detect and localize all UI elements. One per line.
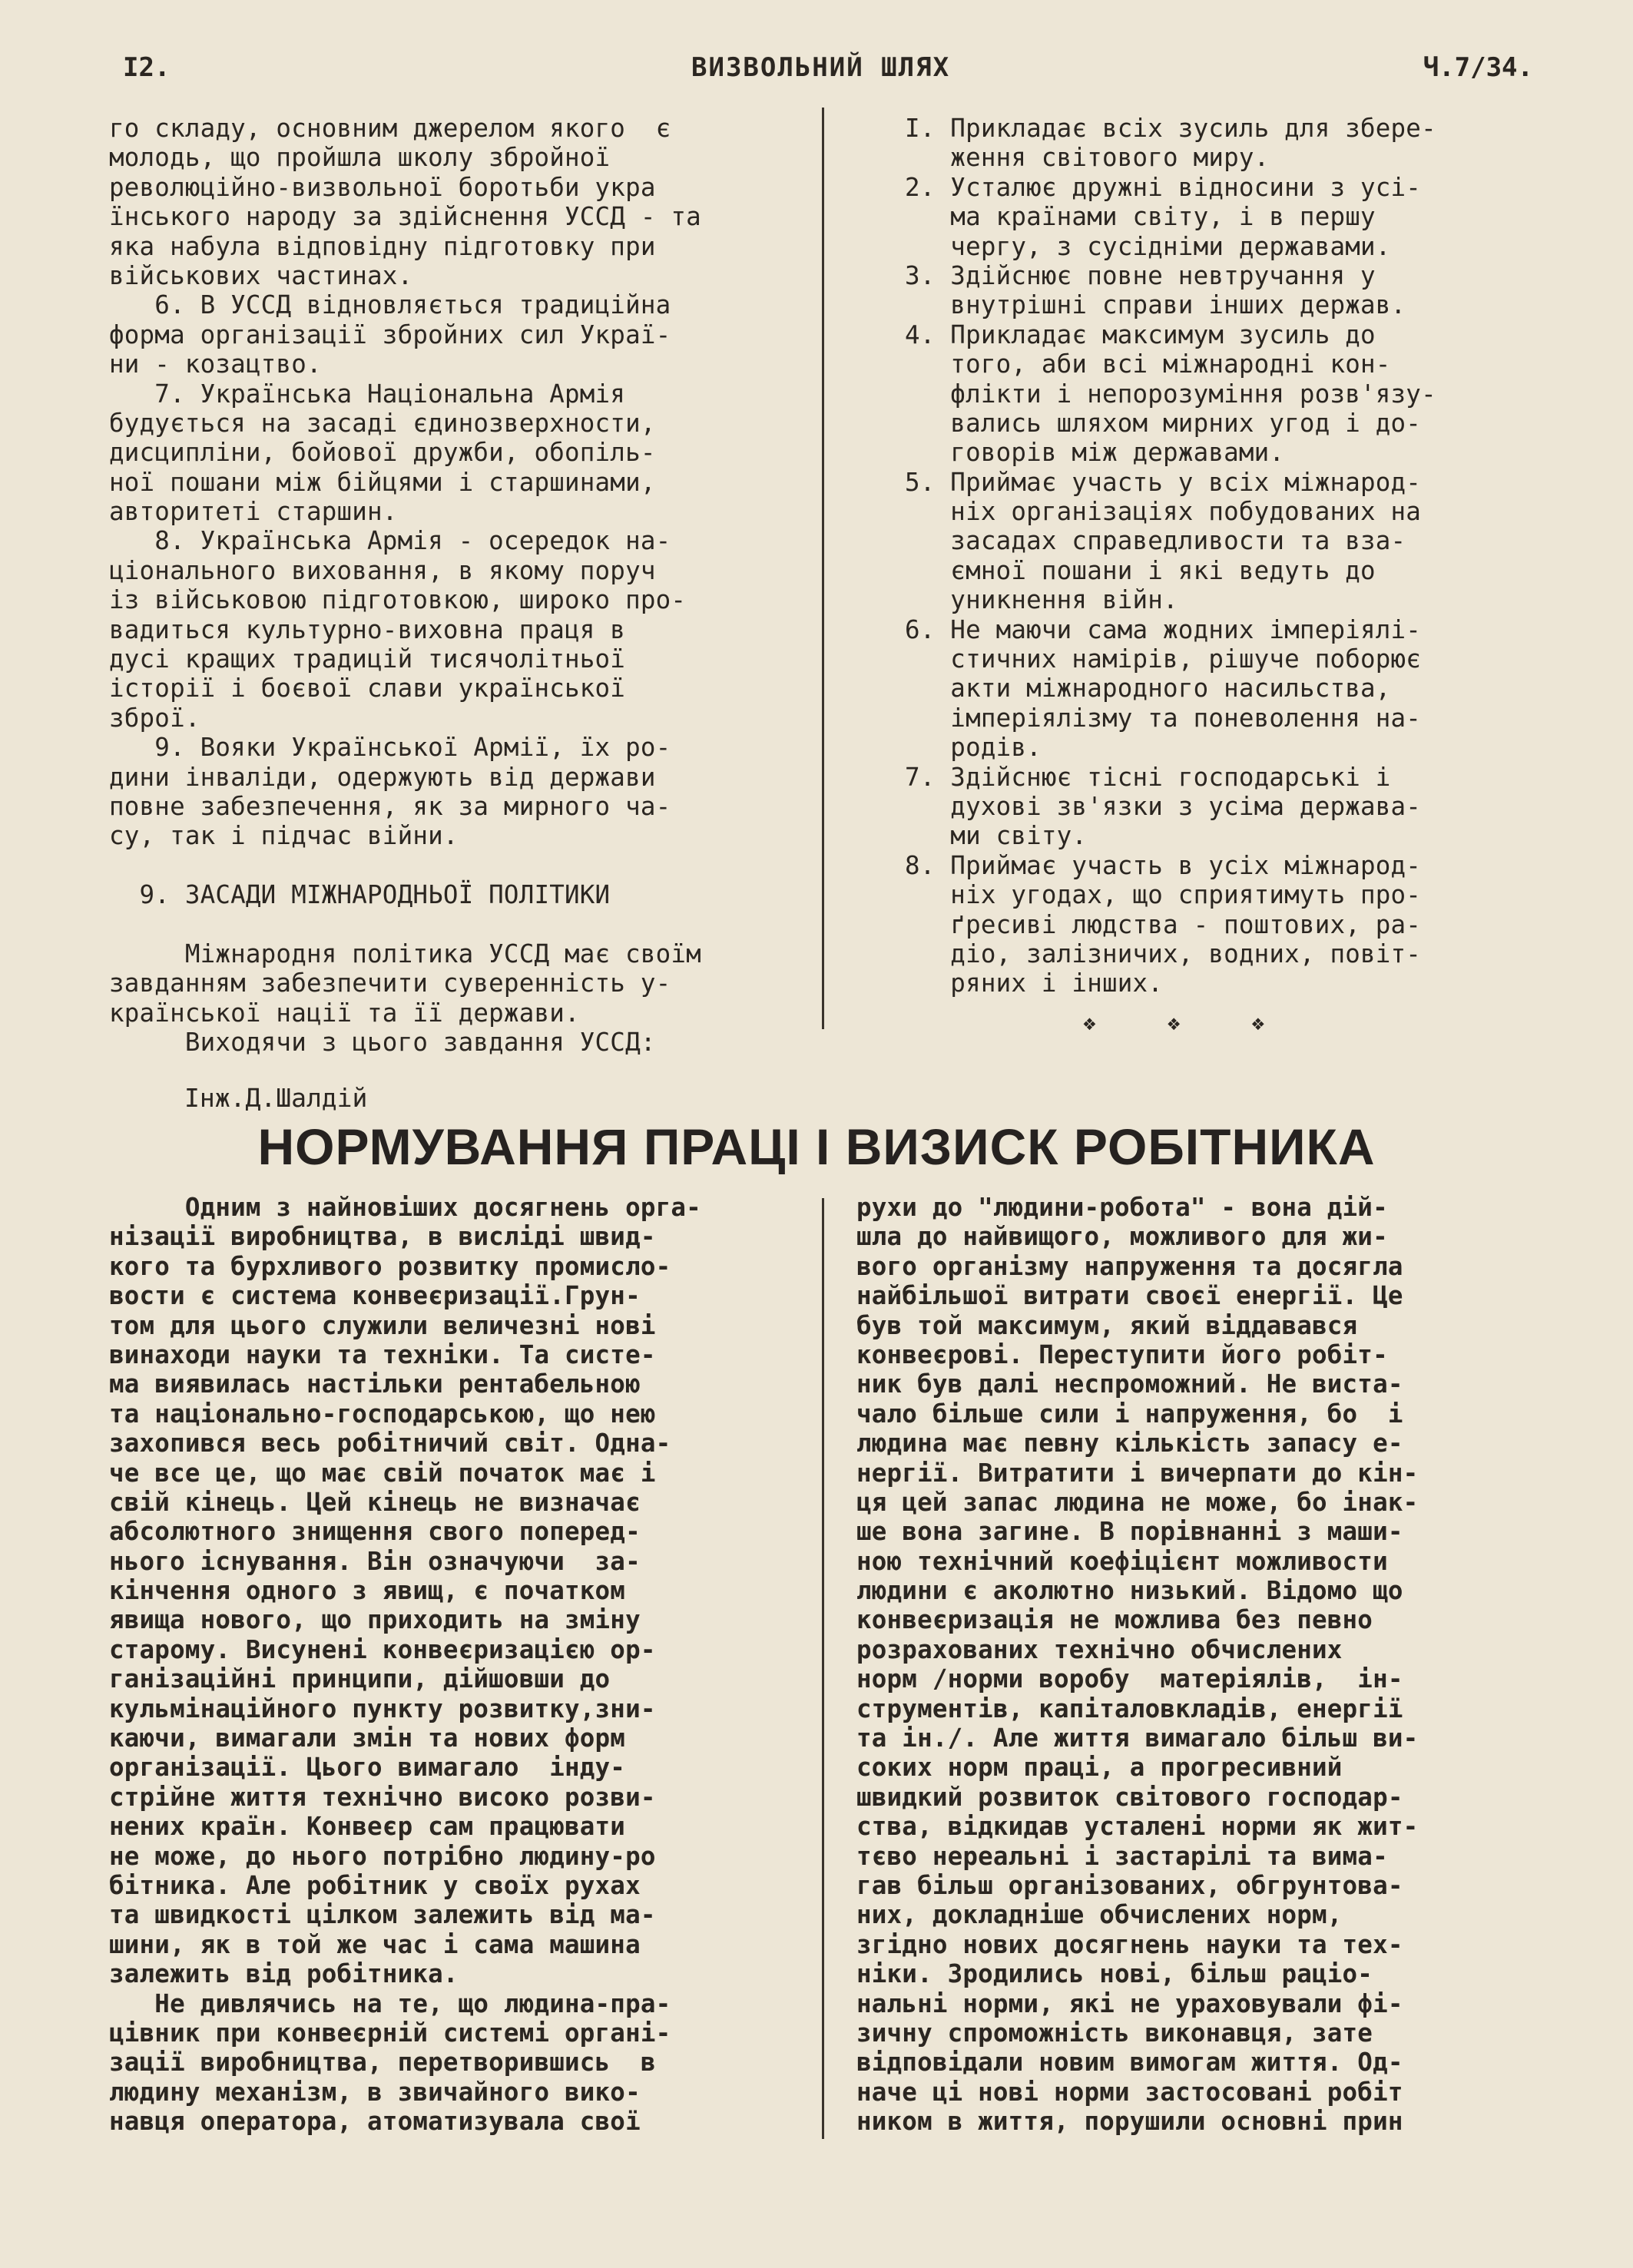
text-line: I. Прикладає всіх зусиль для збере- xyxy=(905,114,1436,143)
text-line: імперіялізму та поневолення на- xyxy=(905,703,1422,733)
text-line: вости є система конвеєризації.Грун- xyxy=(109,1281,641,1311)
text-line: згідно нових досягнень науки та тех- xyxy=(856,1929,1403,1959)
top-right-column xyxy=(905,114,1581,998)
text-line: соких норм праці, а прогресивний xyxy=(856,1753,1343,1783)
text-line: зичну спроможність виконавця, зате xyxy=(856,2018,1373,2048)
text-line: вого організму напруження та досягла xyxy=(856,1251,1403,1281)
text-line: каючи, вимагали змін та нових форм xyxy=(109,1723,626,1753)
text-line: людину механізм, в звичайного вико- xyxy=(109,2077,641,2107)
text-line: вадиться культурно-виховна праця в xyxy=(109,614,626,644)
text-line: 7. Здійснює тісні господарські і xyxy=(905,762,1391,792)
text-line: духові зв'язки з усіма держава- xyxy=(905,791,1422,821)
text-line: рухи до "людини-робота" - вона дій- xyxy=(856,1193,1388,1222)
text-line: ства, відкидав усталені норми як жит- xyxy=(856,1812,1419,1842)
text-line: молодь, що пройшла школу збройної xyxy=(109,143,611,173)
text-line: відповідали новим вимогам життя. Од- xyxy=(856,2048,1403,2078)
text-line: ніх угодах, що сприятимуть про- xyxy=(905,880,1422,910)
text-line: кого та бурхливого розвитку промисло- xyxy=(109,1251,671,1281)
text-line: ніки. Зродились нові, більш раціо- xyxy=(856,1959,1373,1989)
text-line: флікти і непорозуміння розв'язу- xyxy=(905,379,1436,409)
text-line: родів. xyxy=(905,733,1042,763)
author-byline: Інж.Д.Шалдій xyxy=(184,1083,368,1113)
text-line: нього існування. Він означуючи за- xyxy=(109,1546,641,1576)
text-line: засадах справедливости та вза- xyxy=(905,526,1406,556)
text-line: свій кінець. Цей кінець не визначає xyxy=(109,1487,641,1517)
text-line: 8. Приймає участь в усіх міжнарод- xyxy=(905,850,1422,880)
text-line: дусі кращих традицій тисячолітньої xyxy=(109,644,626,674)
top-left-column xyxy=(109,114,816,1058)
text-line: явища нового, що приходить на зміну xyxy=(109,1605,641,1635)
text-line: найбільшої витрати своєї енергії. Це xyxy=(856,1281,1403,1311)
text-line: повне забезпечення, як за мирного ча- xyxy=(109,791,671,821)
text-line: кінчення одного з явищ, є початком xyxy=(109,1576,626,1606)
text-line: був той максимум, який віддавався xyxy=(856,1310,1358,1340)
text-line: чало більше сили і напруження, бо і xyxy=(856,1399,1403,1429)
text-line: су, так і підчас війни. xyxy=(109,821,459,851)
text-line: країнської нації та її держави. xyxy=(109,998,580,1028)
text-line: чергу, з сусідніми державами. xyxy=(905,231,1391,261)
text-line: ніх організаціях побудованих на xyxy=(905,497,1422,527)
text-line: ни - козацтво. xyxy=(109,349,322,379)
bottom-left-column xyxy=(109,1193,816,2137)
text-line: ної пошани між бійцями і старшинами, xyxy=(109,467,656,497)
text-line: том для цього служили величезні нові xyxy=(109,1310,656,1340)
text-line: ємної пошани і які ведуть до xyxy=(905,555,1376,585)
text-line: ником в життя, порушили основні прин xyxy=(856,2107,1403,2137)
column-divider-top xyxy=(822,108,824,1029)
text-line: шини, як в той же час і сама машина xyxy=(109,1929,641,1959)
text-line: стрійне життя технічно високо розви- xyxy=(109,1782,656,1812)
publication-title: ВИЗВОЛЬНИЙ ШЛЯХ xyxy=(691,52,951,83)
text-line: ження світового миру. xyxy=(905,143,1270,173)
text-line: 8. Українська Армія - осередок на- xyxy=(109,526,671,556)
text-line: вались шляхом мирних угод і до- xyxy=(905,408,1422,438)
text-line: дини інваліди, одержують від держави xyxy=(109,762,656,792)
text-line: ник був далі неспроможний. Не вистa- xyxy=(856,1369,1403,1399)
text-line: бітника. Але робітник у своїх рухах xyxy=(109,1870,641,1900)
text-line: че все це, що має свій початок має і xyxy=(109,1458,656,1488)
text-line: тєво нереальні і застарілі та вима- xyxy=(856,1841,1388,1871)
text-line: швидкий розвиток світового господар- xyxy=(856,1782,1403,1812)
text-line: 9. ЗАСАДИ МІЖНАРОДНЬОЇ ПОЛІТИКИ xyxy=(109,880,611,910)
text-line xyxy=(109,910,816,939)
text-line: форма організації збройних сил Украї- xyxy=(109,320,671,349)
bottom-right-column xyxy=(856,1193,1578,2137)
text-line: завданням забезпечити суверенність у- xyxy=(109,968,671,998)
text-line: внутрішні справи інших держав. xyxy=(905,290,1406,320)
text-line: людина має певну кількість запасу е- xyxy=(856,1429,1403,1458)
text-line: 7. Українська Національна Армія xyxy=(109,379,626,409)
text-line: ціонального виховання, в якому поруч xyxy=(109,555,656,585)
text-line: із військовою підготовкою, широко про- xyxy=(109,585,687,615)
text-line: та швидкості цілком залежить від ма- xyxy=(109,1900,656,1930)
text-line: абсолютного знищення свого поперед- xyxy=(109,1517,641,1547)
text-line: кульмінаційного пункту розвитку,зни- xyxy=(109,1694,656,1723)
text-line: ною технічний коефіцієнт можливости xyxy=(856,1546,1388,1576)
text-line: Одним з найновіших досягнень орга- xyxy=(109,1193,701,1222)
text-line: них, докладніше обчислених норм, xyxy=(856,1900,1343,1930)
page-header xyxy=(123,52,1533,91)
text-line: акти міжнародного насильства, xyxy=(905,674,1391,704)
text-line: 6. Не маючи сама жодних імперіялі- xyxy=(905,614,1422,644)
text-line: не може, до нього потрібно людину-ро xyxy=(109,1841,656,1871)
text-line: ганізаційні принципи, дійшовши до xyxy=(109,1664,611,1694)
text-line: організації. Цього вимагало інду- xyxy=(109,1753,626,1783)
text-line: зації виробництва, перетворившись в xyxy=(109,2048,656,2078)
text-line: ряних і інших. xyxy=(905,968,1164,998)
text-line: навця оператора, атоматизувала свої xyxy=(109,2107,641,2137)
text-line: дисципліни, бойової дружби, обопіль- xyxy=(109,438,656,468)
text-line: струментів, капіталовкладів, енергії xyxy=(856,1694,1403,1723)
text-line: авторитеті старшин. xyxy=(109,497,398,527)
column-divider-bottom xyxy=(822,1198,824,2139)
text-line: цівник при конвеєрній системі органі- xyxy=(109,2018,671,2048)
text-line: ма країнами світу, і в першу xyxy=(905,202,1376,232)
text-line: революційно-визвольної боротьби укра xyxy=(109,172,656,202)
text-line: конвеєрові. Переступити його робіт- xyxy=(856,1339,1388,1369)
text-line: старому. Висунені конвеєризацією ор- xyxy=(109,1634,656,1664)
text-line: Не дивлячись на те, що людина-пра- xyxy=(109,1988,671,2018)
text-line xyxy=(109,851,816,880)
text-line: шла до найвищого, можливого для жи- xyxy=(856,1222,1388,1252)
text-line: залежить від робітника. xyxy=(109,1959,459,1989)
text-line: ця цей запас людина не може, бо інак- xyxy=(856,1487,1419,1517)
text-line: захопився весь робітничий світ. Одна- xyxy=(109,1429,671,1458)
text-line: яка набула відповідну підготовку при xyxy=(109,231,656,261)
text-line: ма виявилась настільки рентабельною xyxy=(109,1369,641,1399)
text-line: зброї. xyxy=(109,703,200,733)
section-separator: ❖ ❖ ❖ xyxy=(1083,1010,1294,1035)
text-line: Виходячи з цього завдання УССД: xyxy=(109,1028,656,1058)
text-line: нізації виробництва, в висліді швид- xyxy=(109,1222,656,1252)
text-line: ми світу. xyxy=(905,821,1088,851)
text-line: говорів між державами. xyxy=(905,438,1285,468)
text-line: розрахованих технічно обчислених xyxy=(856,1634,1343,1664)
text-line: 6. В УССД відновляється традиційна xyxy=(109,290,671,320)
text-line: людини є аколютно низький. Відомо що xyxy=(856,1576,1403,1606)
text-line: та ін./. Але життя вимагало більш ви- xyxy=(856,1723,1419,1753)
text-line: уникнення війн. xyxy=(905,585,1178,615)
text-line: того, аби всі міжнародні кон- xyxy=(905,349,1391,379)
issue-number: Ч.7/34. xyxy=(1423,52,1533,83)
text-line: 2. Усталює дружні відносини з усі- xyxy=(905,172,1422,202)
page-number: I2. xyxy=(123,52,171,83)
text-line: стичних намірів, рішуче поборює xyxy=(905,644,1422,674)
text-line: діо, залізничих, водних, повіт- xyxy=(905,939,1422,968)
text-line: винаходи науки та техніки. Та систе- xyxy=(109,1339,656,1369)
text-line: та національно-господарською, що нею xyxy=(109,1399,656,1429)
text-line: го складу, основним джерелом якого є xyxy=(109,114,671,143)
text-line: Міжнародня політика УССД має своїм xyxy=(109,939,701,968)
text-line: військових частинах. xyxy=(109,260,413,290)
text-line: наче ці нові норми застосовані робіт xyxy=(856,2077,1403,2107)
text-line: гав більш організованих, обгрунтова- xyxy=(856,1870,1403,1900)
text-line: 3. Здійснює повне невтручання у xyxy=(905,260,1376,290)
text-line: їнського народу за здійснення УССД - та xyxy=(109,202,701,232)
article-headline: НОРМУВАННЯ ПРАЦІ І ВИЗИСК РОБІТНИКА xyxy=(257,1118,1376,1175)
text-line: історії і боєвої слави української xyxy=(109,674,626,704)
text-line: 9. Вояки Української Армії, їх ро- xyxy=(109,733,671,763)
text-line: конвеєризація не можлива без певно xyxy=(856,1605,1373,1635)
text-line: ше вона загине. В порівнанні з маши- xyxy=(856,1517,1403,1547)
text-line: 4. Прикладає максимум зусиль до xyxy=(905,320,1376,349)
text-line: будується на засаді єдинозверхности, xyxy=(109,408,656,438)
text-line: нальні норми, які не ураховували фі- xyxy=(856,1988,1403,2018)
text-line: нергії. Витратити і вичерпати до кін- xyxy=(856,1458,1419,1488)
text-line: 5. Приймає участь у всіх міжнарод- xyxy=(905,467,1422,497)
text-line: норм /норми воробу матеріялів, ін- xyxy=(856,1664,1403,1694)
text-line: нених країн. Конвеєр сам працювати xyxy=(109,1812,626,1842)
text-line: ґресиві людства - поштових, ра- xyxy=(905,909,1422,939)
